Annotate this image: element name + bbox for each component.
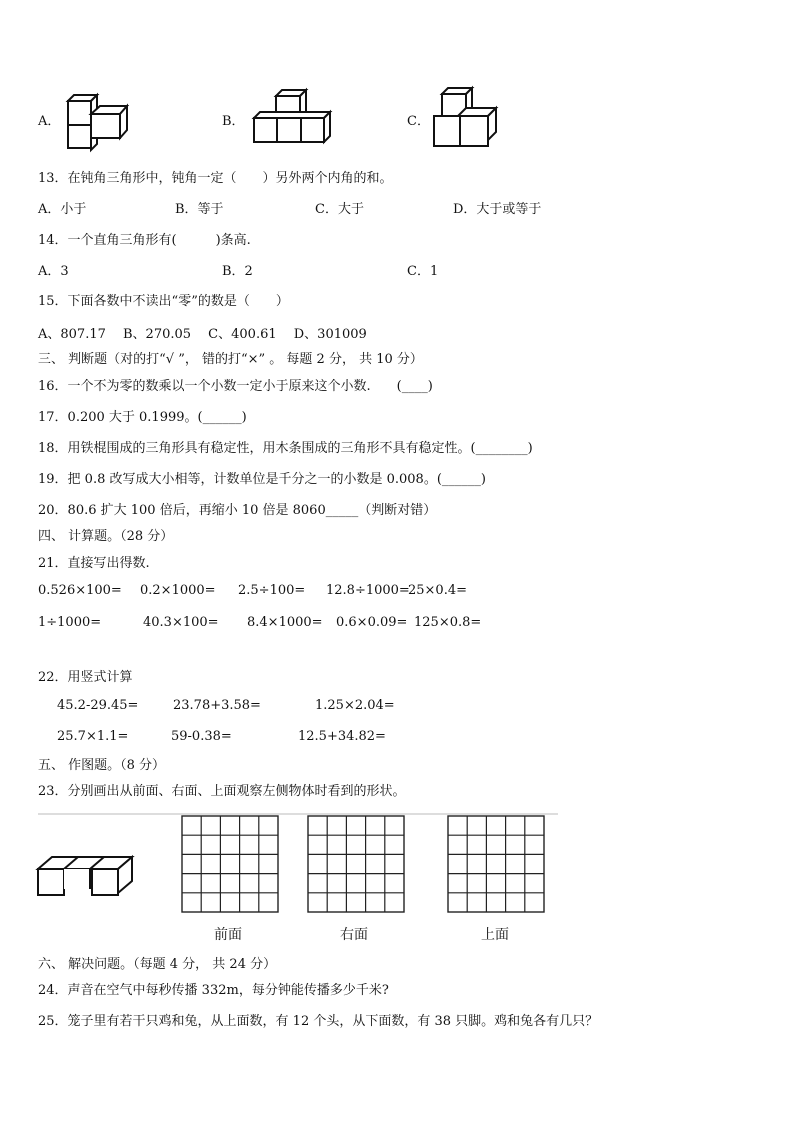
q13-option-b: B．等于: [175, 202, 224, 217]
q13-option-d: D．大于或等于: [453, 202, 542, 217]
section5-title: 五、 作图题。（8 分）: [38, 758, 166, 773]
q21-expr: 125×0.8=: [414, 615, 482, 630]
q20: 20．80.6 扩大 100 倍后，再缩小 10 倍是 8060_____（判断对错）: [38, 503, 437, 518]
grid-label-right: 右面: [340, 927, 368, 943]
q23-stem: 23．分别画出从前面、右面、上面观察左侧物体时看到的形状。: [38, 784, 406, 799]
q12-option-a-label: A．: [38, 114, 61, 129]
grid-label-front: 前面: [214, 927, 242, 943]
q21-stem: 21．直接写出得数.: [38, 556, 150, 571]
q22-expr: 59-0.38=: [171, 729, 232, 744]
grid-label-top: 上面: [481, 927, 509, 943]
q21-expr: 1÷1000=: [38, 615, 102, 630]
q21-expr: 8.4×1000=: [247, 615, 323, 630]
section3-title: 三、 判断题（对的打“√ ”， 错的打“×” 。 每题 2 分， 共 10 分）: [38, 352, 423, 367]
q21-expr: 0.2×1000=: [140, 583, 216, 598]
q22-stem: 22．用竖式计算: [38, 670, 133, 685]
q22-expr: 45.2-29.45=: [57, 698, 139, 713]
grid-front[interactable]: [181, 815, 279, 913]
cube-stack-c-icon: [432, 86, 500, 150]
section4-title: 四、 计算题。（28 分）: [38, 529, 174, 544]
q15-stem: 15．下面各数中不读出“零”的数是（ ）: [38, 294, 289, 309]
q25: 25．笼子里有若干只鸡和兔，从上面数，有 12 个头，从下面数，有 38 只脚。鸡和兔各有几只？: [38, 1014, 599, 1029]
cube-stack-a-icon: [64, 92, 134, 150]
q21-expr: 2.5÷100=: [238, 583, 306, 598]
q21-expr: 0.526×100=: [38, 583, 122, 598]
q18: 18．用铁棍围成的三角形具有稳定性，用木条围成的三角形不具有稳定性。(________): [38, 441, 533, 456]
q14-stem: 14．一个直角三角形有( )条高.: [38, 233, 251, 248]
q13-stem: 13．在钝角三角形中，钝角一定（ ）另外两个内角的和。: [38, 171, 393, 186]
grid-right[interactable]: [307, 815, 405, 913]
q22-expr: 12.5+34.82=: [298, 729, 386, 744]
q24: 24．声音在空气中每秒传播 332m，每分钟能传播多少千米?: [38, 983, 389, 998]
q22-expr: 25.7×1.1=: [57, 729, 129, 744]
cube-stack-b-icon: [252, 88, 334, 146]
q21-expr: 40.3×100=: [143, 615, 219, 630]
q13-option-c: C．大于: [315, 202, 364, 217]
q14-option-c: C．1: [407, 264, 439, 279]
q21-expr: 0.6×0.09=: [336, 615, 408, 630]
q22-expr: 1.25×2.04=: [315, 698, 395, 713]
q13-option-a: A．小于: [38, 202, 87, 217]
q16: 16．一个不为零的数乘以一个小数一定小于原来这个小数. (____): [38, 379, 433, 394]
q17: 17．0.200 大于 0.1999。(______): [38, 410, 247, 425]
cube-object-icon: [36, 851, 136, 899]
q21-expr: 25×0.4=: [408, 583, 468, 598]
q12-option-b-label: B．: [222, 114, 245, 129]
q21-expr: 12.8÷1000=: [326, 583, 410, 598]
grid-top[interactable]: [447, 815, 545, 913]
q12-option-c-label: C．: [407, 114, 430, 129]
q19: 19．把 0.8 改写成大小相等，计数单位是千分之一的小数是 0.008。(______): [38, 472, 486, 487]
q15-options: A、807.17 B、270.05 C、400.61 D、301009: [38, 327, 367, 342]
q14-option-a: A．3: [38, 264, 69, 279]
q22-expr: 23.78+3.58=: [173, 698, 261, 713]
section6-title: 六、 解决问题。（每题 4 分， 共 24 分）: [38, 957, 277, 972]
q14-option-b: B．2: [222, 264, 253, 279]
